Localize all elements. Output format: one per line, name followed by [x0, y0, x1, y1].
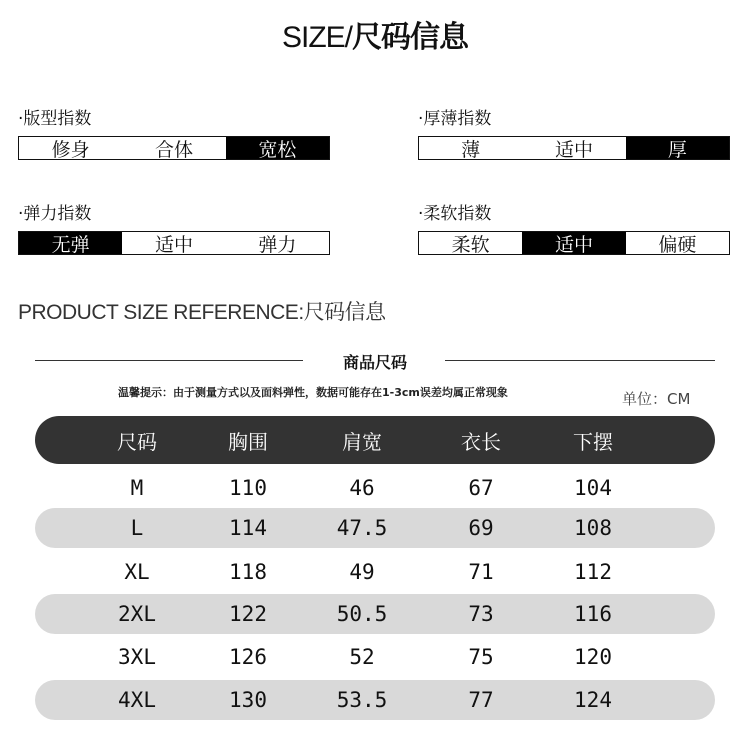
thickness-index-label: ·厚薄指数	[418, 109, 492, 129]
title-separator: /	[344, 21, 353, 54]
cell-hem: 116	[574, 602, 612, 626]
cell-shoulder: 53.5	[336, 688, 388, 712]
cell-hem: 124	[574, 688, 612, 712]
cell-length: 73	[468, 602, 494, 626]
cell-length: 69	[468, 516, 494, 540]
table-row	[35, 637, 715, 677]
softness-option-medium: 适中	[522, 232, 625, 254]
header-chest: 胸围	[228, 429, 268, 454]
cell-shoulder: 46	[349, 476, 375, 500]
thickness-option-thick: 厚	[626, 137, 729, 159]
softness-option-soft: 柔软	[451, 233, 490, 256]
thickness-option-thin: 薄	[461, 138, 481, 161]
elasticity-option-stretch: 弹力	[258, 233, 297, 256]
title-en: SIZE	[281, 21, 345, 54]
thickness-index-scale	[418, 136, 730, 160]
cell-chest: 110	[229, 476, 267, 500]
cell-chest: 130	[229, 688, 267, 712]
fit-option-loose: 宽松	[226, 137, 329, 159]
cell-hem: 120	[574, 645, 612, 669]
cell-size: M	[130, 476, 144, 500]
cell-shoulder: 52	[349, 645, 375, 669]
softness-index-label: ·柔软指数	[418, 204, 492, 224]
header-shoulder: 肩宽	[342, 429, 382, 454]
table-row	[35, 552, 715, 592]
elasticity-index-label: ·弹力指数	[18, 204, 92, 224]
elasticity-option-none: 无弹	[19, 232, 122, 254]
table-row	[35, 594, 715, 634]
cell-chest: 126	[229, 645, 267, 669]
softness-index-scale	[418, 231, 730, 255]
fit-option-regular: 合体	[154, 138, 193, 161]
thickness-option-medium: 适中	[554, 138, 593, 161]
cell-chest: 118	[229, 560, 267, 584]
title-cn: 尺码信息	[352, 20, 469, 55]
divider-right	[445, 360, 715, 361]
table-row	[35, 680, 715, 720]
cell-hem: 104	[574, 476, 612, 500]
header-length: 衣长	[461, 429, 501, 454]
fit-index-label: ·版型指数	[18, 109, 92, 129]
header-hem: 下摆	[573, 429, 613, 454]
elasticity-option-medium: 适中	[154, 233, 193, 256]
header-size: 尺码	[117, 429, 157, 454]
cell-shoulder: 49	[349, 560, 375, 584]
cell-length: 67	[468, 476, 494, 500]
softness-option-hard: 偏硬	[658, 233, 697, 256]
cell-size: XL	[124, 560, 150, 584]
cell-hem: 108	[574, 516, 612, 540]
table-row	[35, 508, 715, 548]
elasticity-index-scale	[18, 231, 330, 255]
cell-chest: 122	[229, 602, 267, 626]
table-header	[35, 416, 715, 464]
section-title: 商品尺码	[342, 353, 407, 372]
cell-size: 2XL	[118, 602, 156, 626]
cell-length: 71	[468, 560, 494, 584]
unit-label: 单位：CM	[622, 390, 691, 408]
reference-title: PRODUCT SIZE REFERENCE:尺码信息	[18, 301, 386, 324]
cell-shoulder: 50.5	[336, 602, 388, 626]
cell-size: 3XL	[118, 645, 156, 669]
cell-length: 75	[468, 645, 494, 669]
cell-hem: 112	[574, 560, 612, 584]
fit-option-slim: 修身	[51, 138, 90, 161]
measurement-tip: 温馨提示：由于测量方式以及面料弹性，数据可能存在1-3cm误差均属正常现象	[118, 386, 508, 399]
table-row	[35, 468, 715, 508]
cell-size: 4XL	[118, 688, 156, 712]
cell-size: L	[130, 516, 144, 540]
cell-length: 77	[468, 688, 494, 712]
cell-shoulder: 47.5	[336, 516, 388, 540]
page-title	[0, 12, 750, 56]
fit-index-scale	[18, 136, 330, 160]
cell-chest: 114	[229, 516, 267, 540]
